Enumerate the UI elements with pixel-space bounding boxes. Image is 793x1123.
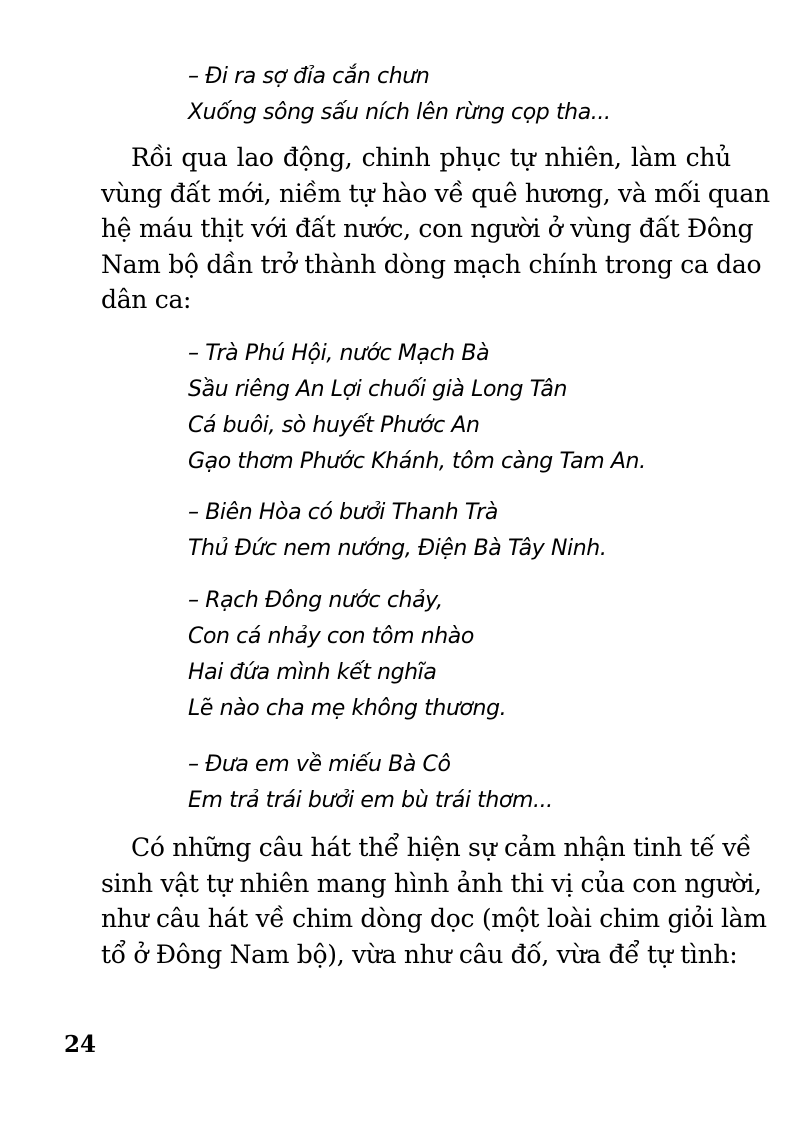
verse-stanza	[188, 336, 646, 480]
verse-line: Cá buôi, sò huyết Phước An	[188, 413, 480, 438]
verse-line: Em trả trái bưởi em bù trái thơm...	[188, 788, 553, 813]
verse-line: Thủ Đức nem nướng, Điện Bà Tây Ninh.	[188, 536, 607, 561]
verse-line: – Biên Hòa có bưởi Thanh Trà	[188, 500, 498, 525]
verse-line: – Rạch Đông nước chảy,	[188, 588, 443, 613]
paragraph-line: hệ máu thịt với đất nước, con người ở vùng đất Đông	[101, 214, 754, 244]
paragraph-line: tổ ở Đông Nam bộ), vừa như câu đố, vừa để tự tình:	[101, 939, 738, 969]
verse-line: – Trà Phú Hội, nước Mạch Bà	[188, 341, 490, 366]
verse-line: – Đi ra sợ đỉa cắn chưn	[188, 64, 430, 89]
verse-stanza	[188, 495, 606, 567]
paragraph-line: Rồi qua lao động, chinh phục tự nhiên, làm chủ	[131, 143, 731, 172]
body-paragraph	[101, 830, 767, 972]
verse-line: – Đưa em về miếu Bà Cô	[188, 752, 451, 777]
verse-line: Hai đứa mình kết nghĩa	[188, 660, 437, 685]
verse-stanza	[188, 583, 506, 727]
body-paragraph	[101, 140, 770, 318]
page-number: 24	[64, 1031, 97, 1058]
verse-stanza	[188, 747, 553, 819]
verse-line: Con cá nhảy con tôm nhào	[188, 624, 474, 649]
verse-line: Xuống sông sấu ních lên rừng cọp tha...	[188, 100, 611, 125]
verse-line: Sầu riêng An Lợi chuối già Long Tân	[188, 377, 568, 402]
paragraph-line: vùng đất mới, niềm tự hào về quê hương, và mối quan	[101, 178, 770, 208]
paragraph-line: Có những câu hát thể hiện sự cảm nhận tinh tế về	[131, 833, 752, 862]
paragraph-line: sinh vật tự nhiên mang hình ảnh thi vị của con người,	[101, 868, 762, 898]
verse-stanza	[188, 59, 611, 131]
verse-line: Gạo thơm Phước Khánh, tôm càng Tam An.	[188, 449, 646, 474]
paragraph-line: dân ca:	[101, 285, 192, 315]
paragraph-line: Nam bộ dần trở thành dòng mạch chính trong ca dao	[101, 249, 762, 279]
paragraph-line: như câu hát về chim dòng dọc (một loài chim giỏi làm	[101, 904, 767, 934]
verse-line: Lẽ nào cha mẹ không thương.	[188, 696, 507, 721]
